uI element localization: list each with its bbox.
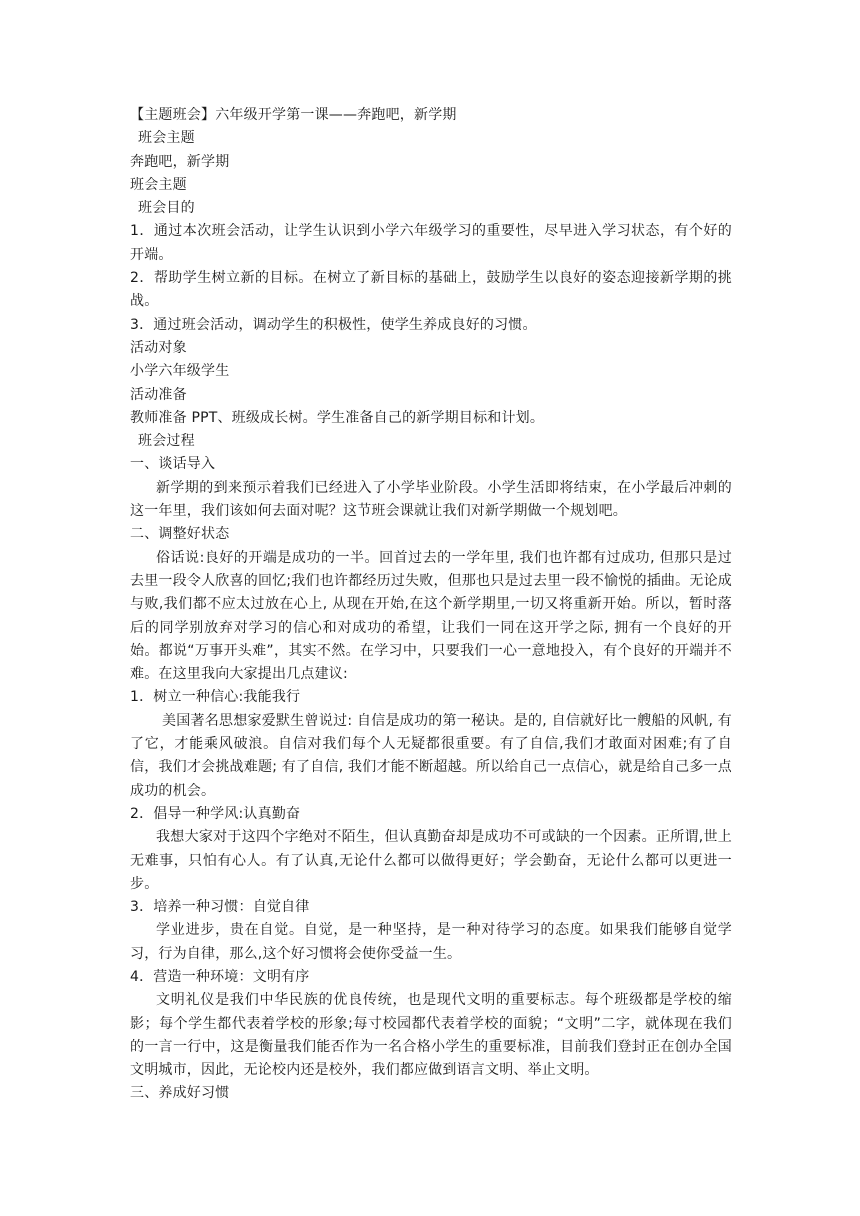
document-title: 【主题班会】六年级开学第一课——奔跑吧，新学期 [130,107,457,123]
section-1-paragraph: 新学期的到来预示着我们已经进入了小学毕业阶段。小学生活即将结束，在小学最后冲刺的这一年里，我们该如何去面对呢？这节班会课就让我们对新学期做一个规划吧。 [130,479,732,520]
section-1-heading: 一、谈话导入 [130,456,216,473]
prep-text: 教师准备 PPT、班级成长树。学生准备自己的新学期目标和计划。 [130,409,545,426]
theme-heading-repeat: 班会主题 [130,176,187,193]
item-3-paragraph: 学业进步，贵在自觉。自觉，是一种坚持，是一种对待学习的态度。如果我们能够自觉学习，行为自律，那么,这个好习惯将会使你受益一生。 [130,922,732,962]
item-3-heading: 3．培养一种习惯：自觉自律 [130,899,310,916]
item-2-paragraph: 我想大家对于这四个字绝对不陌生，但认真勤奋却是成功不可或缺的一个因素。正所谓,世上无难事，只怕有心人。有了认真,无论什么都可以做得更好；学会勤奋，无论什么都可以更进一步。 [130,829,732,892]
process-heading: 班会过程 [138,433,195,450]
purpose-item-1: 1．通过本次班会活动，让学生认识到小学六年级学习的重要性，尽早进入学习状态，有个好的开端。 [130,223,732,263]
section-2-paragraph: 俗话说:良好的开端是成功的一半。回首过去的一学年里, 我们也许都有过成功, 但那只是过去里一段令人欣喜的回忆;我们也许都经历过失败，但那也只是过去里一段不愉悦的插曲。无论成与败,我们都不应太过放在心上, 从现在开始,在这个新学期里,一切又将重新开始。所以，暂时落后的同学别放弃对学习的信心和对成功的希望，让我们一同在这开学之际, 拥有一个良好的开始。都说“万事开头难”，其实不然。在学习中，只要我们一心一意地投入，有个良好的开端并不难。在这里我向大家提出几点建议: [130,549,732,683]
section-2-heading: 二、调整好状态 [130,526,230,543]
section-3-heading: 三、养成好习惯 [130,1085,230,1102]
prep-heading: 活动准备 [130,386,187,403]
purpose-item-3: 3．通过班会活动，调动学生的积极性，使学生养成良好的习惯。 [130,316,537,333]
item-4-heading: 4．营造一种环境：文明有序 [130,968,310,985]
target-heading: 活动对象 [130,339,187,356]
item-4-paragraph: 文明礼仪是我们中华民族的优良传统，也是现代文明的重要标志。每个班级都是学校的缩影；每个学生都代表着学校的形象;每寸校园都代表着学校的面貌；“文明”二字，就体现在我们的一言一行中，这是衡量我们能否作为一名合格小学生的重要标准，目前我们登封正在创办全国文明城市，因此，无论校内还是校外，我们都应做到语言文明、举止文明。 [130,992,732,1079]
item-1-paragraph: 美国著名思想家爱默生曾说过: 自信是成功的第一秘诀。是的, 自信就好比一艘船的风帆, 有了它，才能乘风破浪。自信对我们每个人无疑都很重要。有了自信,我们才敢面对困难;有了自信，我们才会挑战难题; 有了自信, 我们才能不断超越。所以给自己一点信心，就是给自己多一点成功的机会。 [130,712,732,799]
item-1-heading: 1．树立一种信心:我能我行 [130,689,301,706]
purpose-heading: 班会目的 [138,200,195,217]
document-body [130,104,732,1106]
item-2-heading: 2．倡导一种学风:认真勤奋 [130,805,301,822]
theme-text: 奔跑吧，新学期 [130,153,230,170]
purpose-item-2: 2．帮助学生树立新的目标。在树立了新目标的基础上，鼓励学生以良好的姿态迎接新学期的挑战。 [130,270,732,310]
theme-heading: 班会主题 [138,130,195,147]
target-text: 小学六年级学生 [130,363,230,380]
